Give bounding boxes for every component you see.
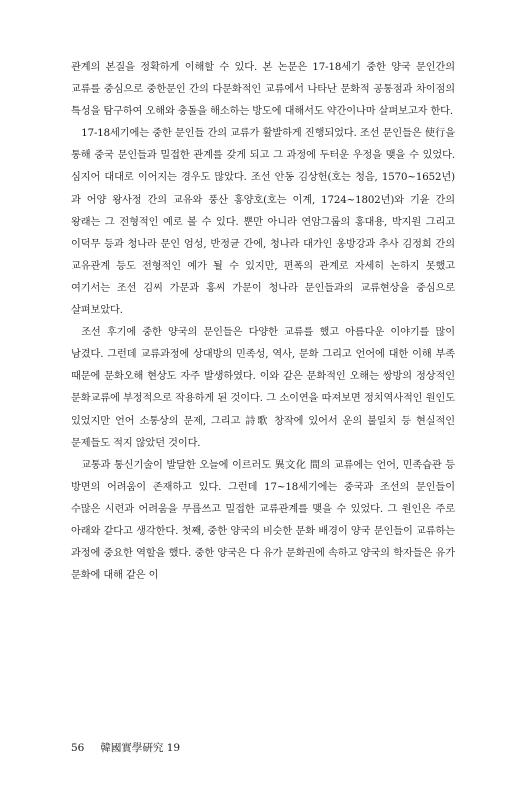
journal-title: 韓國實學硏究 19 — [100, 742, 181, 754]
paragraph-2: 17-18세기에는 중한 문인들 간의 교류가 활발하게 진행되었다. 조선 문인들은 使行을 통해 중국 문인들과 밀접한 관계를 갖게 되고 그 과정에 두터운 우정을 맺을 수 있었다. 심지어 대대로 이어지는 경우도 많았다. 조선 안동 김상헌(호는 청음, 1570~1652년)과 어양 왕사정 간의 교유와 풍산 홍양호(호는 이계, 1724~1802년)와 기윤 간의 왕래는 그 전형적인 예로 볼 수 있다. 뿐만 아니라 연암그룹의 홍대용, 박지원 그리고 이덕무 등과 청나라 문인 엄성, 반정균 간에, 청나라 대가인 옹방강과 추사 김정희 간의 교유관계 등도 전형적인 예가 될 수 있지만, 편폭의 관계로 자세히 논하지 못했고 여기서는 조선 김씨 가문과 홍씨 가문이 청나라 문인들과의 교류현상을 중심으로 살펴보았다. — [71, 128, 455, 317]
paragraph-3: 조선 후기에 중한 양국의 문인들은 다양한 교류를 했고 아름다운 이야기를 많이 남겼다. 그런데 교류과정에 상대방의 민족성, 역사, 문화 그리고 언어에 대한 이해 부족 때문에 문화오해 현상도 자주 발생하였다. 이와 같은 문화적인 오해는 쌍방의 정상적인 문화교류에 부정적으로 작용하게 된 것이다. 그 소이연을 따져보면 정치역사적인 원인도 있었지만 언어 소통상의 문제, 그리고 詩歌 창작에 있어서 운의 불일치 등 현실적인 문제들도 적지 않았던 것이다. — [71, 327, 455, 449]
page-number: 56 — [71, 742, 85, 754]
body-text — [71, 57, 455, 587]
page-footer — [71, 741, 180, 755]
paragraph-4: 교통과 통신기술이 발달한 오늘에 이르러도 異文化 間의 교류에는 언어, 민족습관 등 방면의 어려움이 존재하고 있다. 그런데 17~18세기에는 중국과 조선의 문인들이 수많은 시련과 어려움을 무릅쓰고 밀접한 교류관계를 맺을 수 있었다. 그 원인은 주로 아래와 같다고 생각한다. 첫째, 중한 양국의 비슷한 문화 배경이 양국 문인들이 교류하는 과정에 중요한 역할을 했다. 중한 양국은 다 유가 문화권에 속하고 양국의 학자들은 유가 문화에 대해 같은 이 — [71, 459, 455, 582]
paragraph-1: 관계의 본질을 정확하게 이해할 수 있다. 본 논문은 17-18세기 중한 양국 문인간의 교류를 중심으로 중한문인 간의 다문화적인 교류에서 나타난 문화적 공통점과 차이점의 특성을 탐구하여 오해와 충돌을 해소하는 방도에 대해서도 약간이나마 살펴보고자 한다. — [71, 62, 455, 118]
